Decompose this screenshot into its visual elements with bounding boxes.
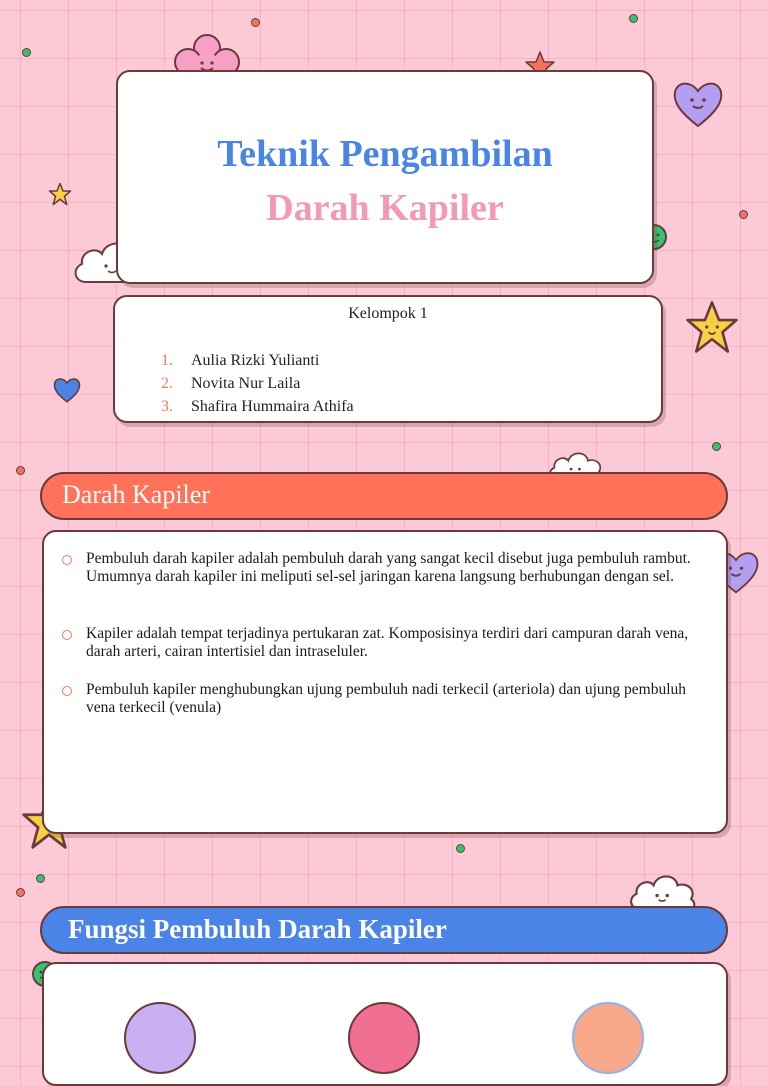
list-number: 3.	[161, 398, 173, 415]
list-item	[161, 372, 354, 395]
member-name: Shafira Hummaira Athifa	[191, 398, 354, 415]
member-list	[161, 349, 354, 418]
list-number: 1.	[161, 352, 173, 369]
member-name: Novita Nur Laila	[191, 375, 301, 392]
content-card	[42, 530, 728, 834]
bullet-text: Kapiler adalah tempat terjadinya pertukaran zat. Komposisinya terdiri dari campuran darah vena, darah arteri, cairan intertisiel dan intraseluler.	[86, 625, 689, 660]
fungsi-card	[42, 962, 728, 1086]
list-item	[161, 395, 354, 418]
group-label: Kelompok 1	[348, 305, 428, 322]
heart-icon	[670, 78, 726, 130]
confetti-dot	[251, 18, 260, 27]
group-card	[113, 295, 663, 423]
bullet-point	[62, 681, 702, 717]
section-header-fungsi	[40, 906, 728, 954]
section-header-darah-kapiler	[40, 472, 728, 520]
star-icon	[684, 298, 740, 356]
confetti-dot	[16, 466, 25, 475]
list-number: 2.	[161, 375, 173, 392]
confetti-dot	[629, 14, 638, 23]
section-title: Fungsi Pembuluh Darah Kapiler	[68, 914, 447, 944]
confetti-dot	[16, 888, 25, 897]
pink-circle	[348, 1002, 420, 1074]
star-icon	[48, 182, 72, 206]
page-title: Teknik Pengambilan	[217, 133, 553, 175]
bullet-text: Pembuluh darah kapiler adalah pembuluh darah yang sangat kecil disebut juga pembuluh rambut. Umumnya darah kapiler ini meliputi sel-sel jaringan karena langsung berhubungan dengan sel.	[86, 550, 691, 585]
bullet-point	[62, 550, 702, 586]
circle-bullet-icon	[62, 630, 72, 640]
title-card	[116, 70, 654, 284]
section-title: Darah Kapiler	[62, 480, 210, 509]
confetti-dot	[22, 48, 31, 57]
purple-circle	[124, 1002, 196, 1074]
page-subtitle: Darah Kapiler	[266, 187, 504, 229]
member-name: Aulia Rizki Yulianti	[191, 352, 320, 369]
list-item	[161, 349, 354, 372]
circle-bullet-icon	[62, 555, 72, 565]
confetti-dot	[456, 844, 465, 853]
confetti-dot	[739, 210, 748, 219]
heart-icon	[52, 376, 82, 404]
peach-circle	[572, 1002, 644, 1074]
circle-bullet-icon	[62, 686, 72, 696]
confetti-dot	[36, 874, 45, 883]
confetti-dot	[712, 442, 721, 451]
bullet-text: Pembuluh kapiler menghubungkan ujung pembuluh nadi terkecil (arteriola) dan ujung pembuluh vena terkecil (venula)	[86, 681, 687, 716]
bullet-point	[62, 625, 702, 661]
